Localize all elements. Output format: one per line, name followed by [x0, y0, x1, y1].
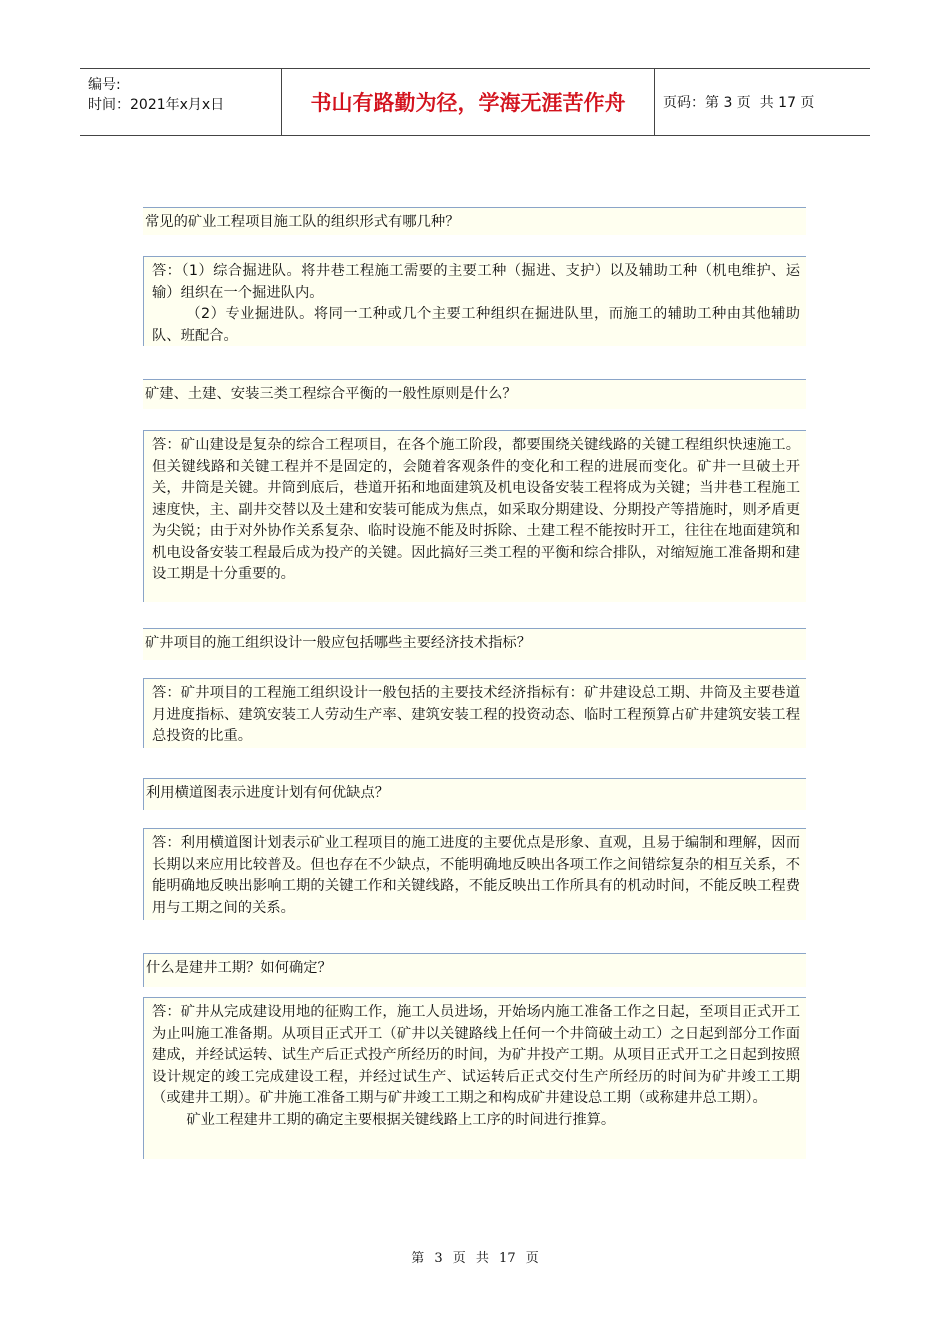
header-motto: 书山有路勤为径，学海无涯苦作舟	[282, 69, 655, 135]
answer-5-para-1: 答：矿井从完成建设用地的征购工作，施工人员进场，开始场内施工准备工作之日起，至项目正式开工为止叫施工准备期。从项目正式开工（矿井以关键路线上任何一个井筒破土动工）之日起到部分工作面建成，并经试运转、试生产后正式投产所经历的时间，为矿井投产工期。从项目正式开工之日起到按照设计规定的竣工完成建设工程，并经过试生产、试运转后正式交付生产所经历的时间为矿井竣工工期（或建井工期）。矿井施工准备工期与矿井竣工工期之和构成矿井建设总工期（或称建井总工期）。	[152, 1004, 800, 1106]
answer-2	[143, 430, 806, 602]
question-4: 利用横道图表示进度计划有何优缺点？	[143, 778, 806, 810]
answer-3	[143, 678, 806, 748]
document-header	[80, 68, 870, 136]
time-label: 时间：2021年x月x日	[88, 97, 225, 113]
question-5: 什么是建井工期？如何确定？	[143, 953, 806, 987]
question-3: 矿井项目的施工组织设计一般应包括哪些主要经济技术指标？	[143, 628, 806, 660]
answer-4	[143, 828, 806, 920]
number-label: 编号:	[88, 77, 121, 93]
question-1: 常见的矿业工程项目施工队的组织形式有哪几种？	[143, 207, 806, 235]
answer-1-para-2: （2）专业掘进队。将同一工种或几个主要工种组织在掘进队里，而施工的辅助工种由其他辅助队、班配合。	[152, 306, 800, 344]
answer-5	[143, 997, 806, 1159]
question-2: 矿建、土建、安装三类工程综合平衡的一般性原则是什么？	[143, 379, 806, 409]
page-label: 页码：第 3 页 共 17 页	[663, 95, 815, 111]
answer-4-para-1: 答：利用横道图计划表示矿业工程项目的施工进度的主要优点是形象、直观，且易于编制和理解，因而长期以来应用比较普及。但也存在不少缺点，不能明确地反映出各项工作之间错综复杂的相互关系，不能明确地反映出影响工期的关键工作和关键线路，不能反映出工作所具有的机动时间，不能反映工程费用与工期之间的关系。	[152, 835, 800, 916]
answer-2-para-1: 答：矿山建设是复杂的综合工程项目，在各个施工阶段，都要围绕关键线路的关键工程组织快速施工。但关键线路和关键工程并不是固定的，会随着客观条件的变化和工程的进展而变化。矿井一旦破土开关，井筒是关键。井筒到底后，巷道开拓和地面建筑及机电设备安装工程将成为关键；当井巷工程施工速度快，主、副井交替以及土建和安装可能成为焦点，如采取分期建设、分期投产等措施时，则矛盾更为尖锐；由于对外协作关系复杂、临时设施不能及时拆除、土建工程不能按时开工，往往在地面建筑和机电设备安装工程最后成为投产的关键。因此搞好三类工程的平衡和综合排队，对缩短施工准备期和建设工期是十分重要的。	[152, 437, 800, 582]
answer-3-para-1: 答：矿井项目的工程施工组织设计一般包括的主要技术经济指标有：矿井建设总工期、井筒及主要巷道月进度指标、建筑安装工人劳动生产率、建筑安装工程的投资动态、临时工程预算占矿井建筑安装工程总投资的比重。	[152, 685, 800, 744]
header-page-info	[655, 69, 870, 135]
page-footer: 第 3 页 共 17 页	[411, 1251, 539, 1266]
header-info	[80, 69, 282, 135]
answer-5-para-2: 矿业工程建井工期的确定主要根据关键线路上工序的时间进行推算。	[186, 1111, 616, 1128]
answer-1	[143, 256, 806, 346]
answer-1-para-1: 答：（1）综合掘进队。将井巷工程施工需要的主要工种（掘进、支护）以及辅助工种（机电维护、运输）组织在一个掘进队内。	[152, 263, 800, 301]
